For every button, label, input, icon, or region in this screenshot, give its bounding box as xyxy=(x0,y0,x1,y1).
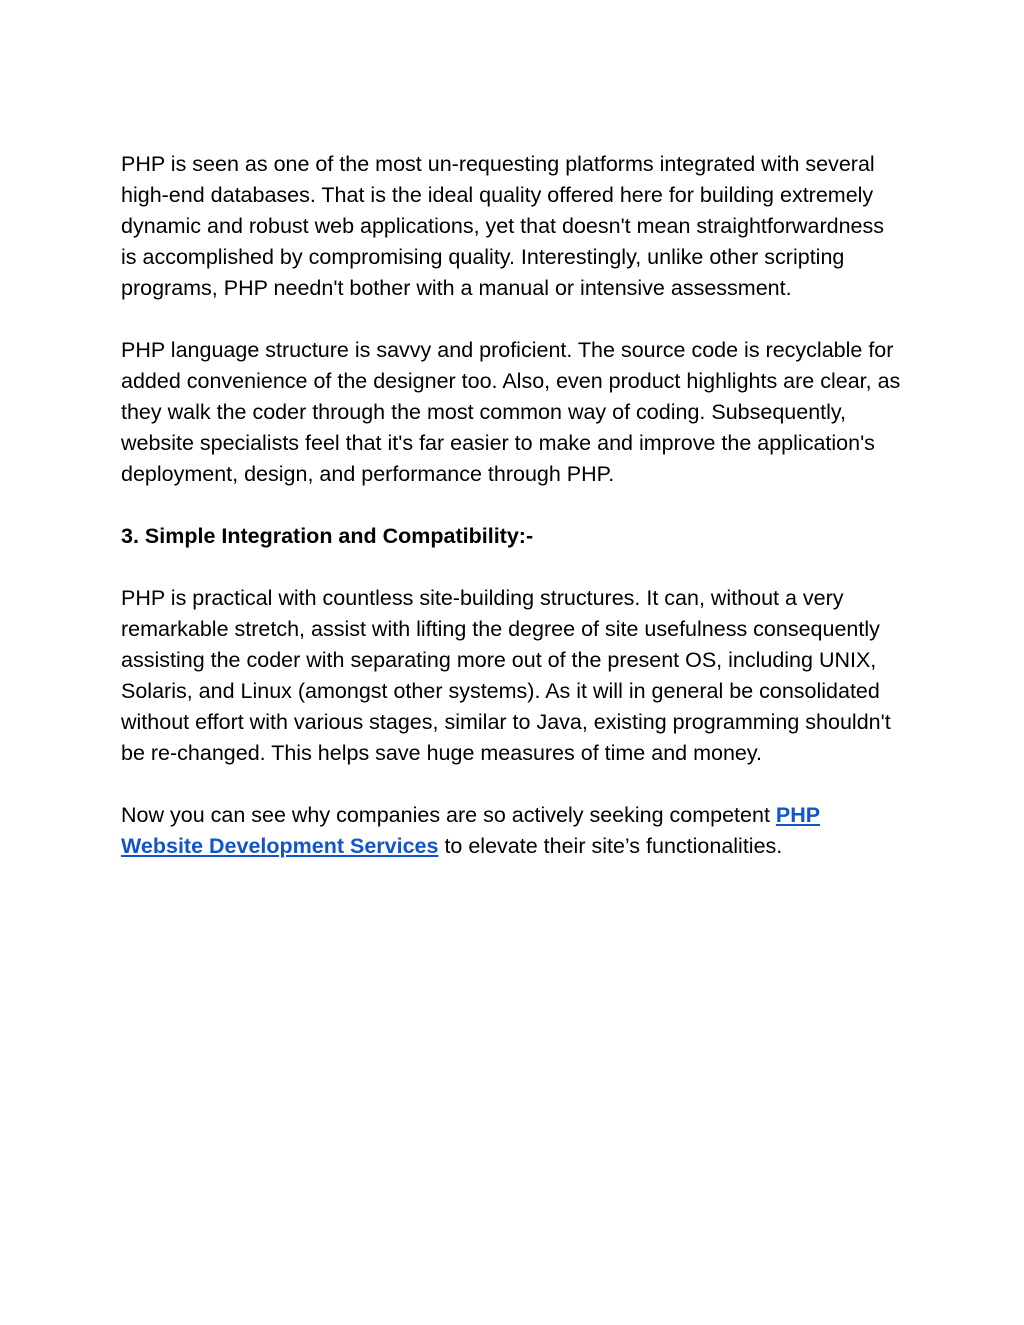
php-services-link[interactable]: PHP Website Development Services xyxy=(121,803,821,858)
paragraph-php-compatibility: PHP is practical with countless site-building structures. It can, without a very remarkable stretch, assist with lifting the degree of site usefulness consequently assisting the coder with separating more out of the present OS, including UNIX, Solaris, and Linux (amongst other systems). As it will in general be consolidated without effort with various stages, similar to Java, existing programming shouldn't be re-changed. This helps save huge measures of time and money. xyxy=(121,586,891,765)
closing-text-before: Now you can see why companies are so actively seeking competent xyxy=(121,803,776,827)
closing-text-after: to elevate their site’s functionalities. xyxy=(438,834,783,858)
paragraph-php-language-structure: PHP language structure is savvy and proficient. The source code is recyclable for added convenience of the designer too. Also, even product highlights are clear, as they walk the coder through the most common way of coding. Subsequently, website specialists feel that it's far easier to make and improve the application's deployment, design, and performance through PHP. xyxy=(121,338,901,486)
paragraph-closing xyxy=(121,800,905,862)
document-body xyxy=(121,149,905,893)
section-heading-integration: 3. Simple Integration and Compatibility:- xyxy=(121,524,534,548)
paragraph-php-platform: PHP is seen as one of the most un-requesting platforms integrated with several high-end databases. That is the ideal quality offered here for building extremely dynamic and robust web applications, yet that doesn't mean straightforwardness is accomplished by compromising quality. Interestingly, unlike other scripting programs, PHP needn't bother with a manual or intensive assessment. xyxy=(121,152,884,300)
